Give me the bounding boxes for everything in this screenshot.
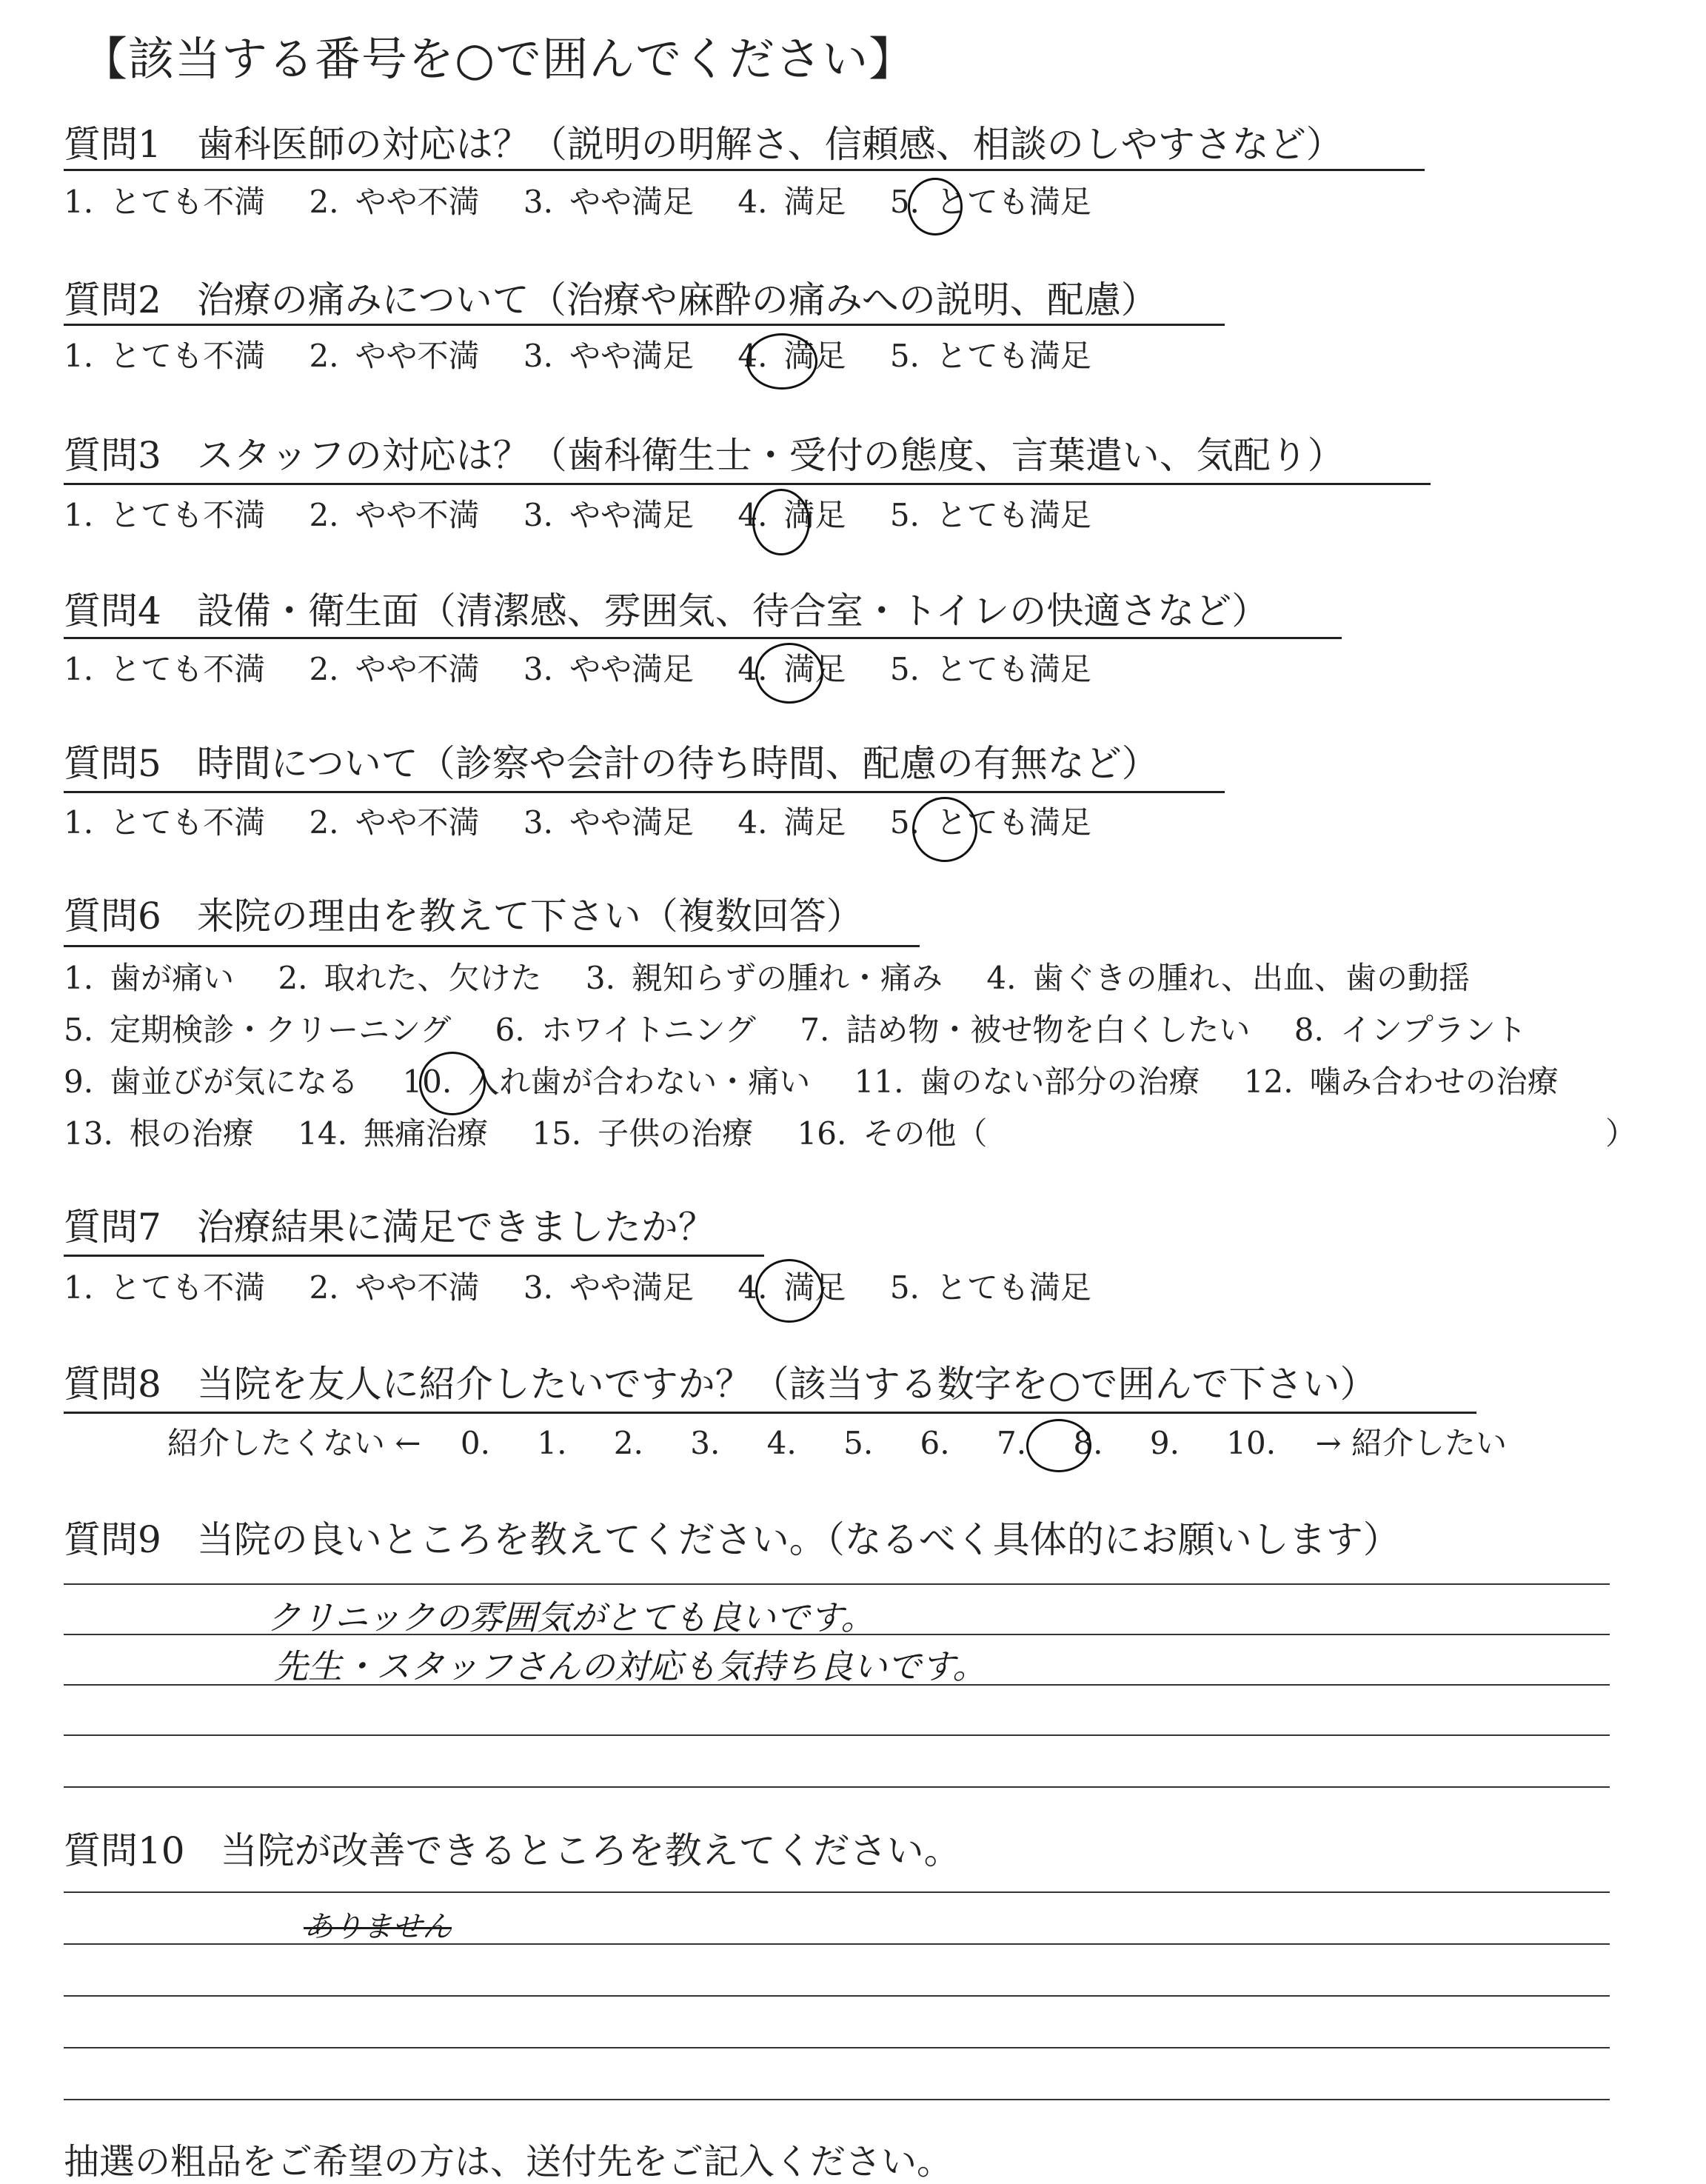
option-4[interactable]: 4. 満足	[737, 651, 846, 687]
scale-8[interactable]: 8.	[1073, 1425, 1103, 1461]
answer-line	[64, 2099, 1610, 2100]
handwritten-answer-1: クリニックの雰囲気がとても良いです。	[267, 1597, 875, 1637]
question-1-options	[64, 184, 1125, 220]
question-7-options	[64, 1269, 1125, 1306]
option-3[interactable]: 3. やや満足	[523, 651, 694, 687]
option-2[interactable]: 2. やや不満	[309, 651, 480, 687]
question-3-options	[64, 497, 1125, 533]
option-1[interactable]: 1. とても不満	[64, 184, 266, 220]
question-6-row-3	[64, 1063, 1593, 1100]
scale-10[interactable]: 10.	[1226, 1425, 1277, 1461]
option-4[interactable]: 4. 満足	[737, 497, 846, 533]
page-title: 【該当する番号を○で囲んでください】	[81, 32, 916, 86]
scale-right-label: → 紹介したい	[1315, 1425, 1507, 1461]
referral-scale	[167, 1425, 1507, 1461]
question-1-underline	[64, 169, 1425, 171]
scale-3[interactable]: 3.	[690, 1425, 720, 1461]
option-8[interactable]: 8. インプラント	[1294, 1012, 1527, 1048]
question-6-row-2	[64, 1012, 1561, 1048]
question-7-heading: 質問7 治療結果に満足できましたか？	[64, 1206, 715, 1249]
answer-line	[64, 1995, 1610, 1997]
question-1-text: 歯科医師の対応は？（説明の明解さ、信頼感、相談のしやすさなど）	[196, 123, 1343, 166]
scale-0[interactable]: 0.	[460, 1425, 490, 1461]
option-3[interactable]: 3. やや満足	[523, 497, 694, 533]
option-1[interactable]: 1. とても不満	[64, 338, 266, 374]
option-2[interactable]: 2. やや不満	[309, 804, 480, 841]
option-9[interactable]: 9. 歯並びが気になる	[64, 1063, 359, 1100]
scale-left-label: 紹介したくない ←	[167, 1425, 421, 1461]
question-2-underline	[64, 324, 1225, 326]
scale-6[interactable]: 6.	[920, 1425, 950, 1461]
answer-line	[64, 1943, 1610, 1945]
footer-instruction: 抽選の粗品をご希望の方は、送付先をご記入ください。	[64, 2141, 953, 2183]
answer-line	[64, 1891, 1610, 1893]
option-5[interactable]: 5. とても満足	[889, 338, 1091, 374]
option-5[interactable]: 5. とても満足	[889, 1269, 1091, 1306]
question-5-underline	[64, 791, 1225, 793]
option-10[interactable]: 10. 入れ歯が合わない・痛い	[402, 1063, 811, 1100]
option-3[interactable]: 3. やや満足	[523, 804, 694, 841]
option-4[interactable]: 4. 満足	[737, 804, 846, 841]
question-7-underline	[64, 1255, 764, 1257]
option-2[interactable]: 2. 取れた、欠けた	[278, 960, 542, 996]
option-3[interactable]: 3. やや満足	[523, 338, 694, 374]
other-close-paren: ）	[1605, 1115, 1637, 1152]
option-3[interactable]: 3. 親知らずの腫れ・痛み	[585, 960, 943, 996]
question-4-underline	[64, 637, 1342, 639]
option-4[interactable]: 4. 満足	[737, 338, 846, 374]
option-16[interactable]: 16. その他（	[797, 1115, 988, 1152]
option-3[interactable]: 3. やや満足	[523, 1269, 694, 1306]
question-1-number: 質問1	[64, 123, 161, 166]
option-2[interactable]: 2. やや不満	[309, 1269, 480, 1306]
option-11[interactable]: 11. 歯のない部分の治療	[854, 1063, 1200, 1100]
answer-line	[64, 2047, 1610, 2048]
scale-7[interactable]: 7.	[996, 1425, 1027, 1461]
option-1[interactable]: 1. とても不満	[64, 651, 266, 687]
question-6-heading: 質問6 来院の理由を教えて下さい（複数回答）	[64, 895, 863, 938]
option-2[interactable]: 2. やや不満	[309, 184, 480, 220]
question-2-heading: 質問2 治療の痛みについて（治療や麻酔の痛みへの説明、配慮）	[64, 278, 1158, 321]
option-5[interactable]: 5. とても満足	[889, 651, 1091, 687]
option-15[interactable]: 15. 子供の治療	[532, 1115, 754, 1152]
answer-line	[64, 1583, 1610, 1585]
option-5[interactable]: 5. とても満足	[889, 497, 1091, 533]
option-1[interactable]: 1. とても不満	[64, 804, 266, 841]
option-5[interactable]: 5. とても満足	[889, 804, 1091, 841]
answer-line	[64, 1786, 1610, 1788]
option-4[interactable]: 4. 満足	[737, 184, 846, 220]
option-4[interactable]: 4. 歯ぐきの腫れ、出血、歯の動揺	[986, 960, 1470, 996]
option-1[interactable]: 1. とても不満	[64, 497, 266, 533]
question-9-heading: 質問9 当院の良いところを教えてください。（なるべく具体的にお願いします）	[64, 1518, 1400, 1561]
question-6-underline	[64, 945, 920, 947]
scale-1[interactable]: 1.	[537, 1425, 567, 1461]
option-5[interactable]: 5. とても満足	[889, 184, 1091, 220]
question-3-heading: 質問3 スタッフの対応は？（歯科衛生士・受付の態度、言葉遣い、気配り）	[64, 434, 1345, 477]
question-6-row-1	[64, 960, 1504, 996]
option-5[interactable]: 5. 定期検診・クリーニング	[64, 1012, 452, 1048]
option-2[interactable]: 2. やや不満	[309, 338, 480, 374]
question-1-heading	[64, 123, 1343, 166]
option-3[interactable]: 3. やや満足	[523, 184, 694, 220]
question-4-options	[64, 651, 1125, 687]
question-8-underline	[64, 1412, 1476, 1414]
option-12[interactable]: 12. 噛み合わせの治療	[1243, 1063, 1559, 1100]
scale-5[interactable]: 5.	[843, 1425, 874, 1461]
handwritten-answer-2: 先生・スタッフさんの対応も気持ち良いです。	[274, 1646, 987, 1686]
option-14[interactable]: 14. 無痛治療	[298, 1115, 488, 1152]
option-1[interactable]: 1. とても不満	[64, 1269, 266, 1306]
question-8-heading: 質問8 当院を友人に紹介したいですか？（該当する数字を○で囲んで下さい）	[64, 1363, 1377, 1406]
question-6-row-4	[64, 1115, 1021, 1152]
question-3-underline	[64, 483, 1431, 485]
scale-9[interactable]: 9.	[1149, 1425, 1180, 1461]
option-6[interactable]: 6. ホワイトニング	[495, 1012, 756, 1048]
question-10-heading: 質問10 当院が改善できるところを教えてください。	[64, 1829, 961, 1872]
question-2-options	[64, 338, 1125, 374]
scale-2[interactable]: 2.	[613, 1425, 643, 1461]
answer-line	[64, 1734, 1610, 1736]
question-5-heading: 質問5 時間について（診察や会計の待ち時間、配慮の有無など）	[64, 742, 1159, 785]
option-2[interactable]: 2. やや不満	[309, 497, 480, 533]
option-4[interactable]: 4. 満足	[737, 1269, 846, 1306]
question-5-options	[64, 804, 1125, 841]
question-4-heading: 質問4 設備・衛生面（清潔感、雰囲気、待合室・トイレの快適さなど）	[64, 590, 1269, 632]
option-7[interactable]: 7. 詰め物・被せ物を白くしたい	[800, 1012, 1251, 1048]
scale-4[interactable]: 4.	[766, 1425, 797, 1461]
handwritten-struck-answer: ありません	[304, 1910, 452, 1944]
option-13[interactable]: 13. 根の治療	[64, 1115, 254, 1152]
option-1[interactable]: 1. 歯が痛い	[64, 960, 235, 996]
